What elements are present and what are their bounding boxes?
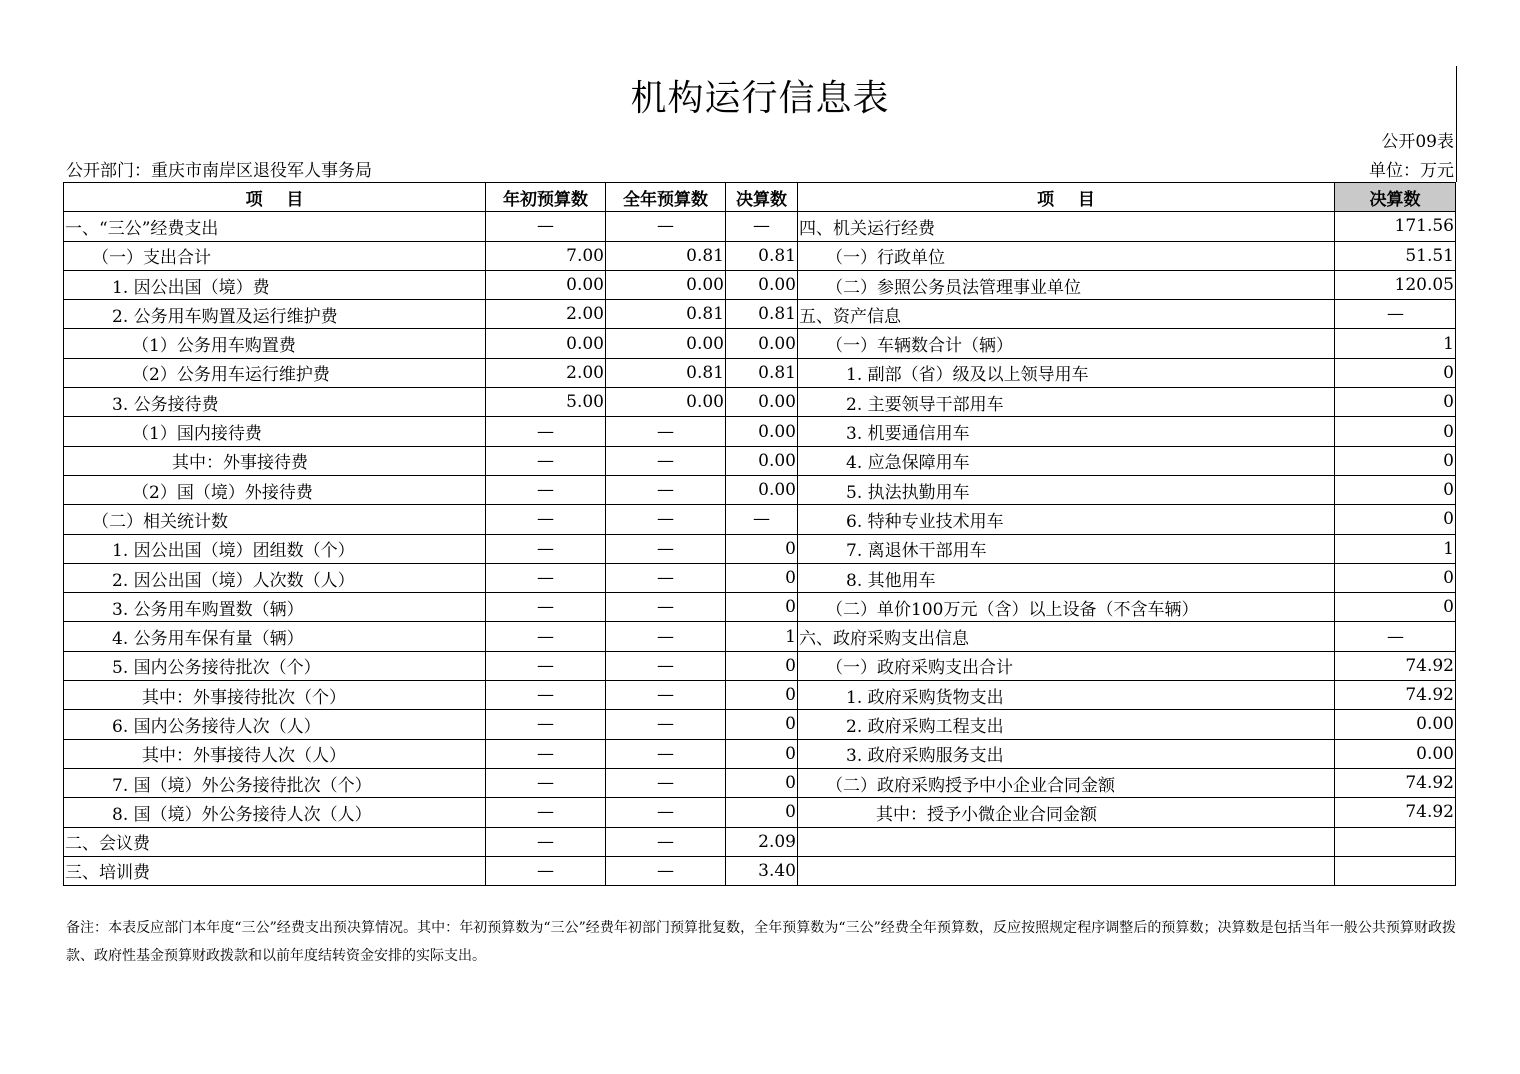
unit-label: 单位：万元 (1369, 161, 1454, 181)
header-final-right: 决算数 (1335, 183, 1456, 212)
row-item-left: 其中：外事接待费 (64, 446, 486, 475)
header-item-left: 项 目 (64, 183, 486, 212)
row-item-right: 六、政府采购支出信息 (798, 622, 1335, 651)
row-annual-budget: — (606, 681, 726, 710)
table-row (64, 798, 1456, 827)
header-final-left: 决算数 (726, 183, 798, 212)
row-final-right: 0 (1335, 475, 1456, 504)
row-annual-budget: — (606, 798, 726, 827)
row-initial-budget: — (486, 768, 606, 797)
row-item-right: （二）政府采购授予中小企业合同金额 (798, 768, 1335, 797)
row-item-left: 1. 因公出国（境）费 (64, 270, 486, 299)
row-initial-budget: — (486, 856, 606, 885)
row-item-left: 1. 因公出国（境）团组数（个） (64, 534, 486, 563)
row-initial-budget: — (486, 534, 606, 563)
row-item-right: 8. 其他用车 (798, 563, 1335, 592)
row-initial-budget: — (486, 681, 606, 710)
row-item-left: 其中：外事接待人次（人） (64, 739, 486, 768)
row-final-left: 0 (726, 593, 798, 622)
row-final-left: — (726, 212, 798, 241)
row-item-left: （2）国（境）外接待费 (64, 475, 486, 504)
row-final-left: 0 (726, 768, 798, 797)
row-final-left: 0 (726, 651, 798, 680)
row-final-right: — (1335, 300, 1456, 329)
row-final-right: — (1335, 622, 1456, 651)
row-final-left: 0 (726, 563, 798, 592)
row-final-right: 0 (1335, 417, 1456, 446)
row-item-right (798, 827, 1335, 856)
row-final-right: 0.00 (1335, 739, 1456, 768)
table-row (64, 446, 1456, 475)
table-row (64, 827, 1456, 856)
row-final-right (1335, 856, 1456, 885)
row-item-right: 3. 政府采购服务支出 (798, 739, 1335, 768)
row-item-right: 3. 机要通信用车 (798, 417, 1335, 446)
row-annual-budget: 0.81 (606, 358, 726, 387)
table-row (64, 710, 1456, 739)
table-row (64, 388, 1456, 417)
row-final-left: 3.40 (726, 856, 798, 885)
row-annual-budget: 0.00 (606, 270, 726, 299)
table-row (64, 768, 1456, 797)
row-final-right: 0 (1335, 505, 1456, 534)
table-row (64, 739, 1456, 768)
row-final-right: 74.92 (1335, 768, 1456, 797)
row-item-right: 7. 离退休干部用车 (798, 534, 1335, 563)
row-initial-budget: 0.00 (486, 329, 606, 358)
row-annual-budget: — (606, 417, 726, 446)
table-row (64, 475, 1456, 504)
row-item-left: （2）公务用车运行维护费 (64, 358, 486, 387)
table-row (64, 241, 1456, 270)
row-initial-budget: — (486, 651, 606, 680)
row-final-left: 0 (726, 681, 798, 710)
row-item-left: 2. 公务用车购置及运行维护费 (64, 300, 486, 329)
row-final-left: 0.81 (726, 358, 798, 387)
row-item-left: 一、“三公”经费支出 (64, 212, 486, 241)
row-item-left: 7. 国（境）外公务接待批次（个） (64, 768, 486, 797)
row-annual-budget: — (606, 710, 726, 739)
row-item-right: 5. 执法执勤用车 (798, 475, 1335, 504)
table-row (64, 622, 1456, 651)
table-row (64, 563, 1456, 592)
row-initial-budget: — (486, 827, 606, 856)
row-final-right: 171.56 (1335, 212, 1456, 241)
row-final-left: 0 (726, 798, 798, 827)
row-annual-budget: — (606, 505, 726, 534)
table-row (64, 534, 1456, 563)
row-initial-budget: 0.00 (486, 270, 606, 299)
row-item-left: 三、培训费 (64, 856, 486, 885)
row-final-right: 74.92 (1335, 651, 1456, 680)
row-annual-budget: 0.81 (606, 241, 726, 270)
row-final-left: 1 (726, 622, 798, 651)
row-initial-budget: — (486, 593, 606, 622)
row-final-right: 0 (1335, 446, 1456, 475)
footnote: 备注：本表反应部门本年度“三公”经费支出预决算情况。其中：年初预算数为“三公”经费年初部门预算批复数，全年预算数为“三公”经费全年预算数，反应按照规定程序调整后的预算数；决算数是包括当年一般公共预算财政拨款、政府性基金预算财政拨款和以前年度结转资金安排的实际支出。 (66, 920, 1456, 964)
row-annual-budget: — (606, 827, 726, 856)
row-final-left: 0.00 (726, 329, 798, 358)
row-item-left: 其中：外事接待批次（个） (64, 681, 486, 710)
row-annual-budget: — (606, 768, 726, 797)
row-final-left: 0.81 (726, 300, 798, 329)
row-final-left: 0.00 (726, 417, 798, 446)
row-item-right: 其中：授予小微企业合同金额 (798, 798, 1335, 827)
row-final-right: 51.51 (1335, 241, 1456, 270)
row-initial-budget: 2.00 (486, 358, 606, 387)
row-final-right: 0 (1335, 593, 1456, 622)
info-table (63, 182, 1456, 886)
row-item-right: （一）车辆数合计（辆） (798, 329, 1335, 358)
row-item-right: 6. 特种专业技术用车 (798, 505, 1335, 534)
row-item-left: 二、会议费 (64, 827, 486, 856)
table-row (64, 681, 1456, 710)
row-item-right (798, 856, 1335, 885)
row-item-left: 3. 公务接待费 (64, 388, 486, 417)
row-final-right: 120.05 (1335, 270, 1456, 299)
row-final-right: 74.92 (1335, 798, 1456, 827)
table-row (64, 593, 1456, 622)
row-item-left: （1）国内接待费 (64, 417, 486, 446)
row-item-right: （二）参照公务员法管理事业单位 (798, 270, 1335, 299)
table-row (64, 270, 1456, 299)
row-initial-budget: — (486, 739, 606, 768)
row-annual-budget: — (606, 212, 726, 241)
row-final-left: 0 (726, 710, 798, 739)
row-final-right: 74.92 (1335, 681, 1456, 710)
row-annual-budget: 0.00 (606, 388, 726, 417)
row-item-left: 8. 国（境）外公务接待人次（人） (64, 798, 486, 827)
row-final-left: 0.00 (726, 446, 798, 475)
row-item-left: 2. 因公出国（境）人次数（人） (64, 563, 486, 592)
row-final-left: 0.81 (726, 241, 798, 270)
row-final-right: 1 (1335, 534, 1456, 563)
row-initial-budget: 2.00 (486, 300, 606, 329)
row-item-left: 4. 公务用车保有量（辆） (64, 622, 486, 651)
table-row (64, 651, 1456, 680)
page-title: 机构运行信息表 (630, 78, 890, 119)
row-final-left: 0.00 (726, 270, 798, 299)
header-annual-budget: 全年预算数 (606, 183, 726, 212)
row-item-right: 2. 主要领导干部用车 (798, 388, 1335, 417)
table-row (64, 358, 1456, 387)
row-item-left: （一）支出合计 (64, 241, 486, 270)
row-item-right: 4. 应急保障用车 (798, 446, 1335, 475)
header-item-right: 项 目 (798, 183, 1335, 212)
department-label: 公开部门：重庆市南岸区退役军人事务局 (66, 161, 372, 181)
row-final-right: 0 (1335, 358, 1456, 387)
table-row (64, 212, 1456, 241)
header-initial-budget: 年初预算数 (486, 183, 606, 212)
row-item-left: （二）相关统计数 (64, 505, 486, 534)
row-annual-budget: — (606, 534, 726, 563)
row-item-left: 6. 国内公务接待人次（人） (64, 710, 486, 739)
row-annual-budget: — (606, 593, 726, 622)
table-row (64, 505, 1456, 534)
row-annual-budget: — (606, 563, 726, 592)
row-annual-budget: — (606, 739, 726, 768)
row-annual-budget: — (606, 651, 726, 680)
table-row (64, 856, 1456, 885)
row-initial-budget: — (486, 475, 606, 504)
row-annual-budget: — (606, 622, 726, 651)
row-final-left: 0.00 (726, 475, 798, 504)
row-initial-budget: 5.00 (486, 388, 606, 417)
row-initial-budget: — (486, 212, 606, 241)
row-item-right: 1. 政府采购货物支出 (798, 681, 1335, 710)
row-final-left: 2.09 (726, 827, 798, 856)
row-item-left: 5. 国内公务接待批次（个） (64, 651, 486, 680)
row-item-left: （1）公务用车购置费 (64, 329, 486, 358)
row-initial-budget: — (486, 798, 606, 827)
row-annual-budget: 0.81 (606, 300, 726, 329)
row-annual-budget: — (606, 475, 726, 504)
row-final-left: 0 (726, 534, 798, 563)
row-annual-budget: — (606, 446, 726, 475)
row-final-left: 0.00 (726, 388, 798, 417)
row-item-right: 1. 副部（省）级及以上领导用车 (798, 358, 1335, 387)
row-final-right: 1 (1335, 329, 1456, 358)
row-final-right: 0 (1335, 563, 1456, 592)
table-row (64, 417, 1456, 446)
row-item-right: 2. 政府采购工程支出 (798, 710, 1335, 739)
row-final-left: — (726, 505, 798, 534)
row-final-right (1335, 827, 1456, 856)
table-row (64, 329, 1456, 358)
row-annual-budget: 0.00 (606, 329, 726, 358)
row-item-left: 3. 公务用车购置数（辆） (64, 593, 486, 622)
header-row (64, 183, 1456, 212)
table-row (64, 300, 1456, 329)
row-initial-budget: — (486, 505, 606, 534)
row-initial-budget: — (486, 446, 606, 475)
row-item-right: （一）行政单位 (798, 241, 1335, 270)
row-item-right: （一）政府采购支出合计 (798, 651, 1335, 680)
row-initial-budget: — (486, 710, 606, 739)
row-initial-budget: — (486, 417, 606, 446)
row-annual-budget: — (606, 856, 726, 885)
row-item-right: 五、资产信息 (798, 300, 1335, 329)
form-code: 公开09表 (1381, 132, 1454, 152)
row-initial-budget: — (486, 563, 606, 592)
page-border-line (1456, 66, 1457, 182)
row-initial-budget: — (486, 622, 606, 651)
row-final-right: 0 (1335, 388, 1456, 417)
row-initial-budget: 7.00 (486, 241, 606, 270)
row-item-right: 四、机关运行经费 (798, 212, 1335, 241)
row-item-right: （二）单价100万元（含）以上设备（不含车辆） (798, 593, 1335, 622)
row-final-right: 0.00 (1335, 710, 1456, 739)
row-final-left: 0 (726, 739, 798, 768)
